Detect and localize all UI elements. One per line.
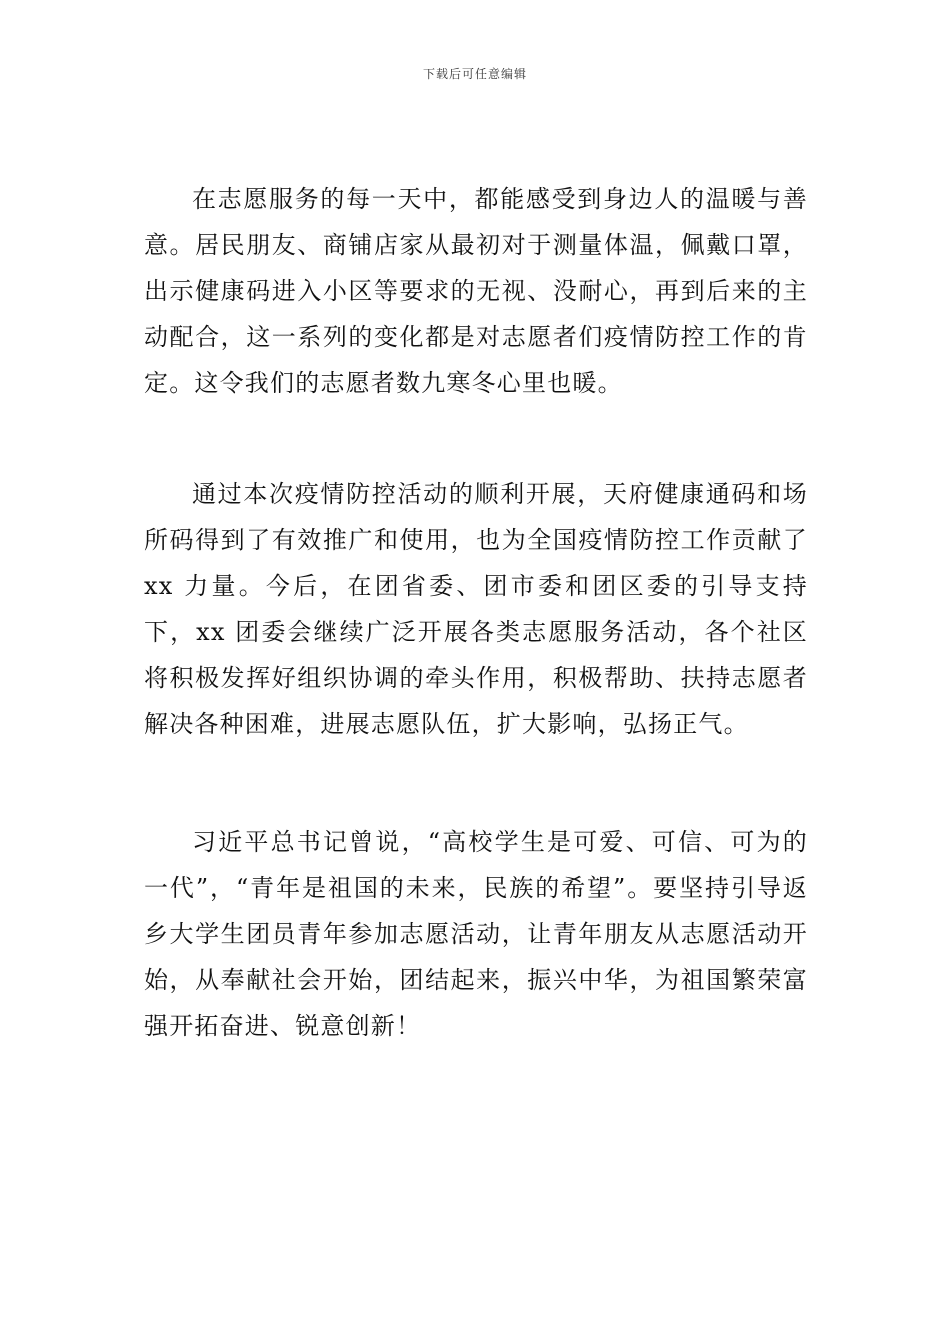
paragraph-1: 在志愿服务的每一天中，都能感受到身边人的温暖与善意。居民朋友、商铺店家从最初对于测量体温，佩戴口罩，出示健康码进入小区等要求的无视、没耐心，再到后来的主动配合，这一系列的变化都是对志愿者们疫情防控工作的肯定。这令我们的志愿者数九寒冬心里也暖。 <box>144 185 808 397</box>
paragraph-3: 习近平总书记曾说，“高校学生是可爱、可信、可为的一代”，“青年是祖国的未来，民族的希望”。要坚持引导返乡大学生团员青年参加志愿活动，让青年朋友从志愿活动开始，从奉献社会开始，团结起来，振兴中华，为祖国繁荣富强开拓奋进、锐意创新！ <box>144 828 808 1040</box>
header-note: 下载后可任意编辑 <box>422 67 527 81</box>
paragraph-2: 通过本次疫情防控活动的顺利开展，天府健康通码和场所码得到了有效推广和使用，也为全国疫情防控工作贡献了 xx 力量。今后，在团省委、团市委和团区委的引导支持下，xx 团委会继续广泛开展各类志愿服务活动，各个社区将积极发挥好组织协调的牵头作用，积极帮助、扶持志愿者解决各种困难，进展志愿队伍，扩大影响，弘扬正气。 <box>144 480 808 738</box>
